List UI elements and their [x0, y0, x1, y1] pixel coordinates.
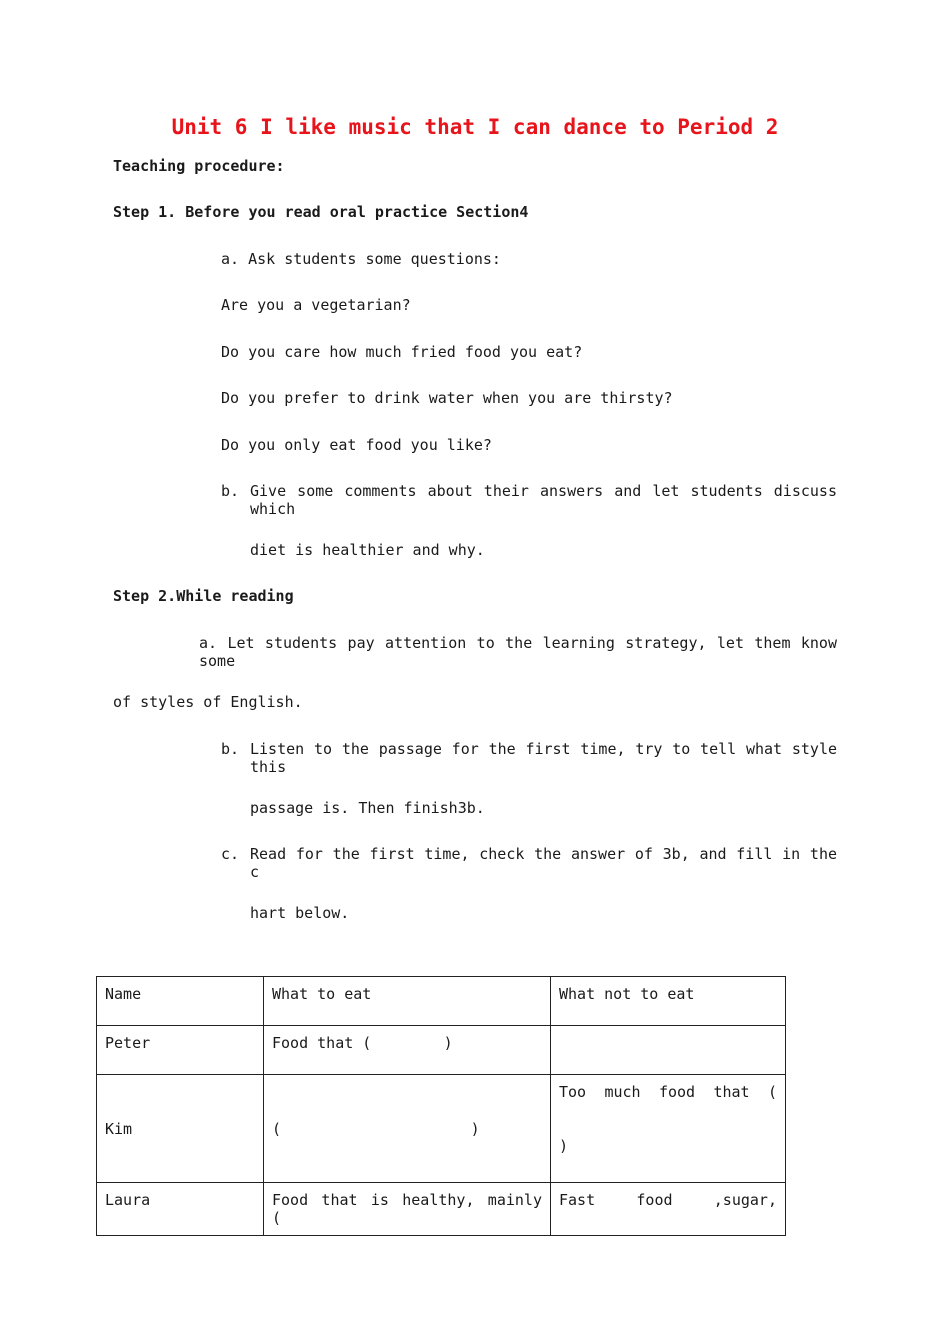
table-cell-eat: Food that ( ) — [264, 1026, 551, 1075]
page-title: Unit 6 I like music that I can dance to Period 2 — [171, 115, 779, 139]
table-row — [97, 1026, 786, 1075]
step1-item-a: a. Ask students some questions: — [221, 250, 501, 268]
question-2: Do you care how much fried food you eat? — [221, 343, 583, 361]
step2-item-a-line1: a. Let students pay attention to the learning strategy, let them know some — [199, 634, 837, 670]
table-cell-eat: Food that is healthy, mainly ( — [264, 1183, 551, 1236]
step2-item-c-line1: Read for the first time, check the answer of 3b, and fill in the c — [250, 845, 837, 881]
table-cell-name: Kim — [97, 1075, 264, 1183]
step1-heading: Step 1. Before you read oral practice Section4 — [113, 203, 529, 221]
table-row — [97, 1075, 786, 1183]
table-cell-name: Laura — [97, 1183, 264, 1236]
table-header-row — [97, 977, 786, 1026]
teaching-procedure-heading: Teaching procedure: — [113, 157, 285, 175]
table-cell-not-eat — [551, 1075, 786, 1183]
table-header-cell: Name — [97, 977, 264, 1026]
step1-item-b-line1: Give some comments about their answers and let students discuss which — [250, 482, 837, 518]
step2-item-b-label: b. — [221, 740, 240, 758]
diet-chart-table — [96, 976, 786, 1236]
question-1: Are you a vegetarian? — [221, 296, 411, 314]
table-header-cell: What to eat — [264, 977, 551, 1026]
table-cell-name: Peter — [97, 1026, 264, 1075]
step2-item-c-line2: hart below. — [250, 904, 350, 922]
step2-item-a-line2: of styles of English. — [113, 693, 303, 711]
step2-item-b-line1: Listen to the passage for the first time, try to tell what style this — [250, 740, 837, 776]
question-3: Do you prefer to drink water when you are thirsty? — [221, 389, 673, 407]
table-header-cell: What not to eat — [551, 977, 786, 1026]
step2-item-b-line2: passage is. Then finish3b. — [250, 799, 485, 817]
not-eat-line2: ) — [559, 1137, 569, 1155]
table-cell-not-eat — [551, 1026, 786, 1075]
step1-item-b-label: b. — [221, 482, 240, 500]
question-4: Do you only eat food you like? — [221, 436, 492, 454]
step2-heading: Step 2.While reading — [113, 587, 294, 605]
table-row — [97, 1183, 786, 1236]
step2-item-c-label: c. — [221, 845, 240, 863]
table-cell-eat: ( ) — [264, 1075, 551, 1183]
step1-item-b-line2: diet is healthier and why. — [250, 541, 485, 559]
table-cell-not-eat: Fast food ,sugar, — [551, 1183, 786, 1236]
not-eat-line1: Too much food that ( — [559, 1083, 777, 1101]
